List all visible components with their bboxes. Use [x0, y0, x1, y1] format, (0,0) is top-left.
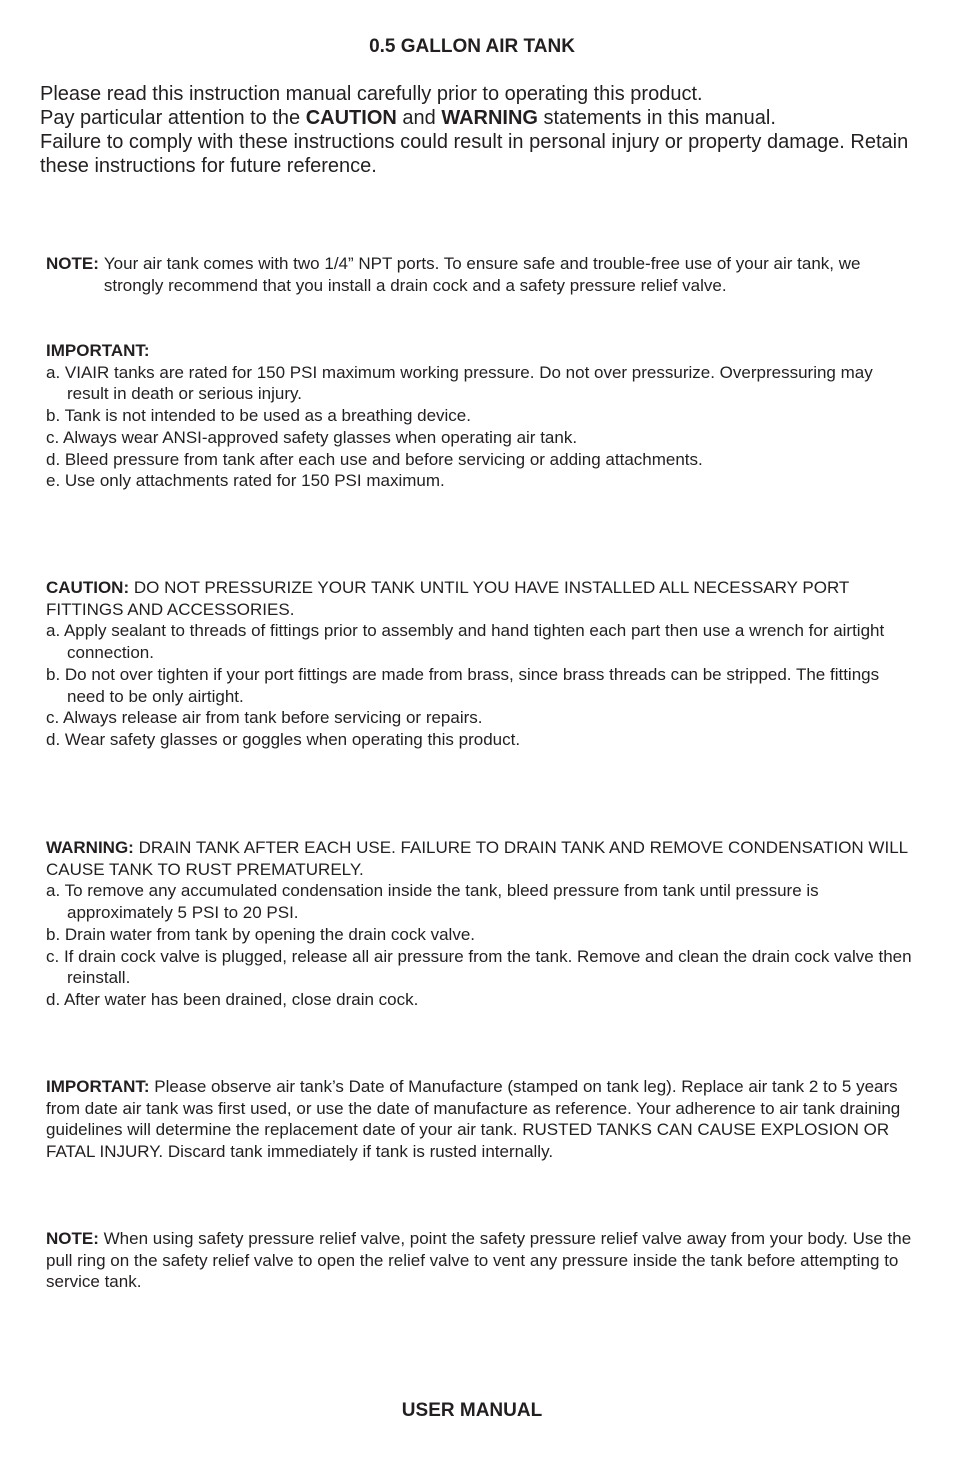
- warning-header: [46, 837, 916, 880]
- important-section-2: [46, 1076, 916, 1163]
- caution-list: [46, 620, 916, 750]
- caution-text: DO NOT PRESSURIZE YOUR TANK UNTIL YOU HAVE INSTALLED ALL NECESSARY PORT FITTINGS AND ACCESSORIES.: [46, 578, 849, 619]
- list-item: d. After water has been drained, close drain cock.: [46, 989, 419, 1009]
- note-section-2: [46, 1228, 916, 1293]
- list-item: c. Always wear ANSI-approved safety glasses when operating air tank.: [46, 427, 578, 447]
- warning-list: [46, 880, 916, 1010]
- note-text: Your air tank comes with two 1/4” NPT ports. To ensure safe and trouble-free use of your air tank, we strongly recommend that you install a drain cock and a safety pressure relief valve.: [103, 254, 861, 295]
- important-list: [46, 362, 916, 492]
- page-title: 0.5 GALLON AIR TANK: [369, 36, 575, 57]
- intro-line-2: [40, 106, 920, 130]
- list-item: a. Apply sealant to threads of fittings prior to assembly and hand tighten each part then use a wrench for airtight connection.: [46, 621, 885, 663]
- important-label: IMPORTANT:: [46, 1077, 150, 1096]
- caution-section: [46, 577, 916, 751]
- intro-line-2-mid: and: [396, 107, 442, 129]
- note-label: NOTE:: [46, 1229, 99, 1248]
- important-2-text: Please observe air tank’s Date of Manufacture (stamped on tank leg). Replace air tank 2 to 5 years from date air tank was first used, or use the date of manufacture as reference. Your adherence to air tank draining guidelines will determine the replacement date of your air tank. RUSTED TANKS CAN CAUSE EXPLOSION OR FATAL INJURY. Discard tank immediately if tank is rusted internally.: [46, 1077, 901, 1162]
- intro-line-2-end: statements in this manual.: [537, 107, 776, 129]
- list-item: b. Tank is not intended to be used as a breathing device.: [46, 406, 471, 426]
- list-item: a. To remove any accumulated condensation inside the tank, bleed pressure from tank until pressure is approximately 5 PSI to 20 PSI.: [46, 881, 819, 923]
- important-section-1: [46, 340, 916, 492]
- caution-header: [46, 577, 916, 620]
- list-item: e. Use only attachments rated for 150 PSI maximum.: [46, 471, 445, 491]
- warning-text: DRAIN TANK AFTER EACH USE. FAILURE TO DRAIN TANK AND REMOVE CONDENSATION WILL CAUSE TANK TO RUST PREMATURELY.: [46, 838, 908, 879]
- list-item: d. Bleed pressure from tank after each use and before servicing or adding attachments.: [46, 449, 703, 469]
- caution-label: CAUTION:: [46, 578, 130, 597]
- intro-paragraph: [40, 82, 920, 178]
- list-item: c. If drain cock valve is plugged, release all air pressure from the tank. Remove and clean the drain cock valve then reinstall.: [46, 946, 912, 988]
- intro-line-1: Please read this instruction manual carefully prior to operating this product.: [40, 83, 703, 105]
- intro-line-2-start: Pay particular attention to the: [40, 107, 306, 129]
- footer-title: USER MANUAL: [401, 1400, 543, 1421]
- warning-label: WARNING:: [46, 838, 134, 857]
- important-2-paragraph: [46, 1076, 916, 1163]
- intro-warning-word: WARNING: [441, 107, 538, 129]
- note-label: NOTE:: [46, 254, 99, 273]
- intro-caution-word: CAUTION: [305, 107, 397, 129]
- list-item: b. Drain water from tank by opening the drain cock valve.: [46, 924, 475, 944]
- note-section-1: [46, 253, 916, 296]
- important-label: IMPORTANT:: [46, 341, 150, 360]
- list-item: c. Always release air from tank before servicing or repairs.: [46, 708, 483, 728]
- list-item: b. Do not over tighten if your port fittings are made from brass, since brass threads can be stripped. The fittings need to be only airtight.: [46, 664, 880, 706]
- note-2-text: When using safety pressure relief valve, point the safety pressure relief valve away from your body. Use the pull ring on the safety relief valve to open the relief valve to vent any pressure inside the tank before attempting to service tank.: [46, 1229, 912, 1292]
- note-2-paragraph: [46, 1228, 916, 1293]
- list-item: a. VIAIR tanks are rated for 150 PSI maximum working pressure. Do not over pressurize. Overpressuring may result in death or serious injury.: [46, 362, 873, 404]
- intro-line-3: Failure to comply with these instructions could result in personal injury or property damage. Retain these instructions for future reference.: [40, 131, 909, 177]
- warning-section: [46, 837, 916, 1011]
- list-item: d. Wear safety glasses or goggles when operating this product.: [46, 729, 521, 749]
